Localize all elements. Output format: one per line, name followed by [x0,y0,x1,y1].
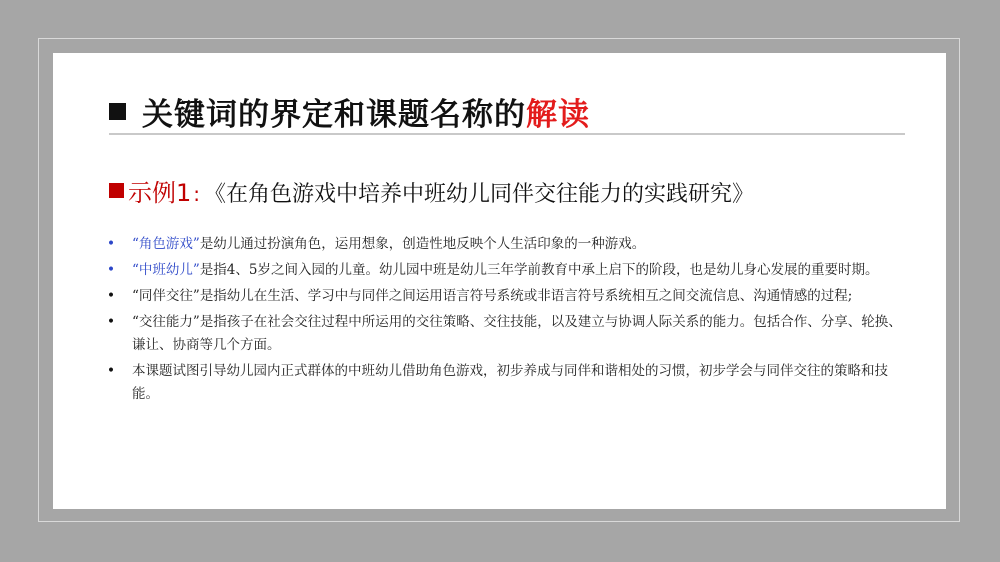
title-highlight-text: 解读 [526,97,590,133]
list-item [105,233,905,256]
title-divider [109,133,905,135]
bullet-term: “中班幼儿” [132,262,200,278]
bullet-list [105,233,905,409]
bullet-dot-icon: • [106,363,116,379]
title-main-text: 关键词的界定和课题名称的 [142,97,526,133]
example-heading [109,173,754,208]
example-square-icon [109,183,124,198]
bullet-dot-icon: • [106,262,116,278]
bullet-dot-icon: • [106,236,116,252]
example-colon: : [193,182,201,206]
bullet-text: 是指4、5岁之间入园的儿童。幼儿园中班是幼儿三年学前教育中承上启下的阶段，也是幼儿身心发展的重要时期。 [199,262,879,278]
bullet-term: “交往能力” [132,314,200,330]
bullet-dot-icon: • [106,288,116,304]
bullet-text: 本课题试图引导幼儿园内正式群体的中班幼儿借助角色游戏，初步养成与同伴和谐相处的习惯，初步学会与同伴交往的策略和技能。 [132,363,888,402]
bullet-term: “同伴交往” [132,288,200,304]
list-item [105,311,905,357]
example-title: 《在角色游戏中培养中班幼儿同伴交往能力的实践研究》 [204,182,755,207]
list-item [105,360,905,406]
example-label: 示例1 [128,179,192,207]
list-item [105,285,905,308]
list-item [105,259,905,282]
bullet-term: “角色游戏” [132,236,200,252]
slide [53,53,946,509]
bullet-text: 是幼儿通过扮演角色，运用想象，创造性地反映个人生活印象的一种游戏。 [199,236,646,252]
slide-title [109,89,590,134]
bullet-text: 是指幼儿在生活、学习中与同伴之间运用语言符号系统或非语言符号系统相互之间交流信息、沟通情感的过程; [199,288,853,304]
bullet-dot-icon: • [106,314,116,330]
bullet-text: 是指孩子在社会交往过程中所运用的交往策略、交往技能，以及建立与协调人际关系的能力。包括合作、分享、轮换、谦让、协商等几个方面。 [132,314,902,353]
title-square-icon [109,103,126,120]
